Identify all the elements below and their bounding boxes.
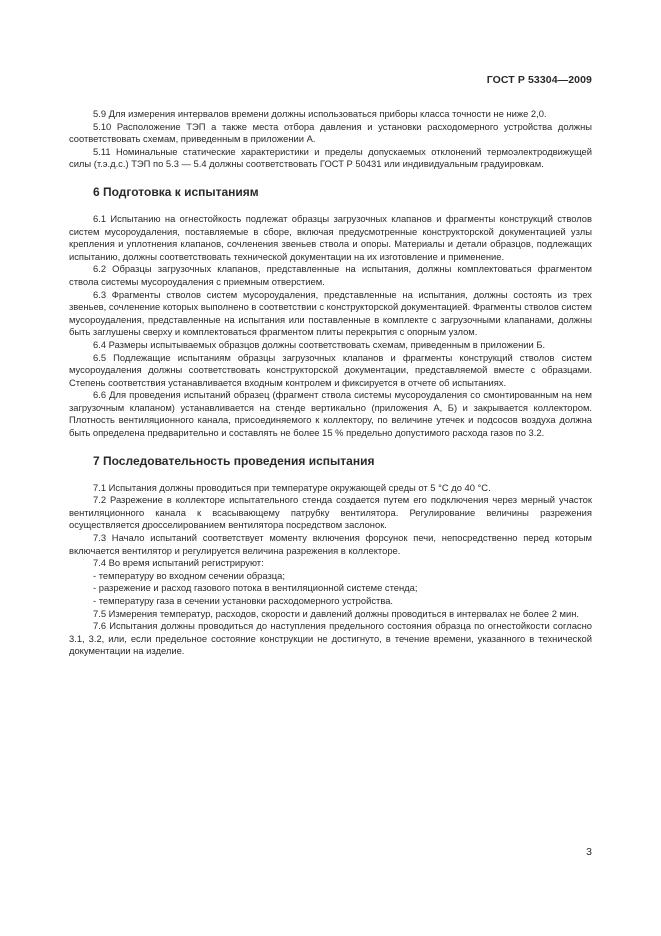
paragraph-7-1: 7.1 Испытания должны проводиться при температуре окружающей среды от 5 °С до 40 °С. (93, 481, 491, 493)
list-item-temperature: - температуру во входном сечении образца; (93, 569, 285, 581)
paragraph-7-5: 7.5 Измерения температур, расходов, скорости и давлений должны проводиться в интервалах не более 2 мин. (93, 607, 580, 619)
paragraph-7-2: 7.2 Разрежение в коллекторе испытательного стенда создается путем его подключения через мерный участок вентиляционного канала к всасывающему патрубку вентилятора. Регулирование величины разрежения осуществляется дросселированием вентилятора посредством заслонок. (69, 494, 592, 531)
document-body (69, 108, 592, 658)
paragraph-5-10: 5.10 Расположение ТЭП а также места отбора давления и установки расходомерного устройства должны соответствовать схемам, приведенным в приложении А. (69, 120, 592, 145)
paragraph-5-11: 5.11 Номинальные статические характеристики и пределы допускаемых отклонений термоэлектродвижущей силы (т.э.д.с.) ТЭП по 5.3 — 5.4 должны соответствовать ГОСТ Р 50431 или индивидуальным градуировкам. (69, 145, 592, 170)
list-item-gas-temperature: - температуру газа в сечении установки расходомерного устройства. (93, 595, 394, 606)
paragraph-6-5: 6.5 Подлежащие испытаниям образцы загрузочных клапанов и фрагменты конструкций стволов систем мусороудаления должны соответствовать конструкторской документации, представляемой вместе с образцами. Степень соответствия устанавливается входным контролем и фиксируется в отчете об испытаниях. (69, 351, 592, 388)
section-7-title: 7 Последовательность проведения испытания (93, 453, 375, 468)
page-number: 3 (586, 846, 592, 858)
section-6-title: 6 Подготовка к испытаниям (93, 184, 259, 199)
paragraph-6-6: 6.6 Для проведения испытаний образец (фрагмент ствола системы мусороудаления со смонтированным на нем загрузочным клапаном) устанавливается на стенде вертикально (приложения А, Б) и закрывается коллектором. Плотность вентиляционного канала, присоединяемого к коллектору, по величине утечек и подсосов воздуха должна быть определена предварительно и составлять не более 15 % предельно допустимого расхода газов по 3.2. (69, 389, 592, 439)
paragraph-7-4: 7.4 Во время испытаний регистрируют: (93, 557, 264, 569)
list-item-vacuum: - разрежение и расход газового потока в вентиляционной системе стенда; (93, 582, 418, 594)
paragraph-5-9: 5.9 Для измерения интервалов времени должны использоваться приборы класса точности не ниже 2,0. (93, 108, 547, 119)
paragraph-7-3: 7.3 Начало испытаний соответствует моменту включения форсунок печи, непосредственно перед которым включается вентилятор и регулируется величина разрежения в коллекторе. (69, 532, 592, 556)
paragraph-6-1: 6.1 Испытанию на огнестойкость подлежат образцы загрузочных клапанов и фрагменты конструкций стволов систем мусороудаления, поставляемые в сборе, включая предусмотренные конструкторской документацией узлы крепления и уплотнения клапанов, сочленения звеньев ствола и опоры. Материалы и детали образцов, подлежащих испытанию, должны соответствовать технической документации на их изготовление и применение. (69, 212, 592, 262)
paragraph-6-4: 6.4 Размеры испытываемых образцов должны соответствовать схемам, приведенным в приложении Б. (93, 338, 546, 350)
document-code: ГОСТ Р 53304—2009 (486, 74, 592, 86)
paragraph-6-2: 6.2 Образцы загрузочных клапанов, представленные на испытания, должны комплектоваться фрагментом ствола системы мусороудаления с приемным отверстием. (69, 263, 592, 287)
paragraph-6-3: 6.3 Фрагменты стволов систем мусороудаления, представленные на испытания, должны состоять из трех звеньев, сочленение которых выполнено в соответствии с конструкторской документацией. Фрагменты стволов систем мусороудаления, представленные на испытания или поставленные в комплекте с загрузочными клапанами, должны быть заглушены сверху и комплектоваться фрагментом плиты перекрытия с опорным узлом. (69, 288, 592, 338)
paragraph-7-6: 7.6 Испытания должны проводиться до наступления предельного состояния образца по огнестойкости согласно 3.1, 3.2, или, если предельное состояние конструкции не достигнуто, в течение времени, указанного в технической документации на изделие. (69, 620, 592, 657)
